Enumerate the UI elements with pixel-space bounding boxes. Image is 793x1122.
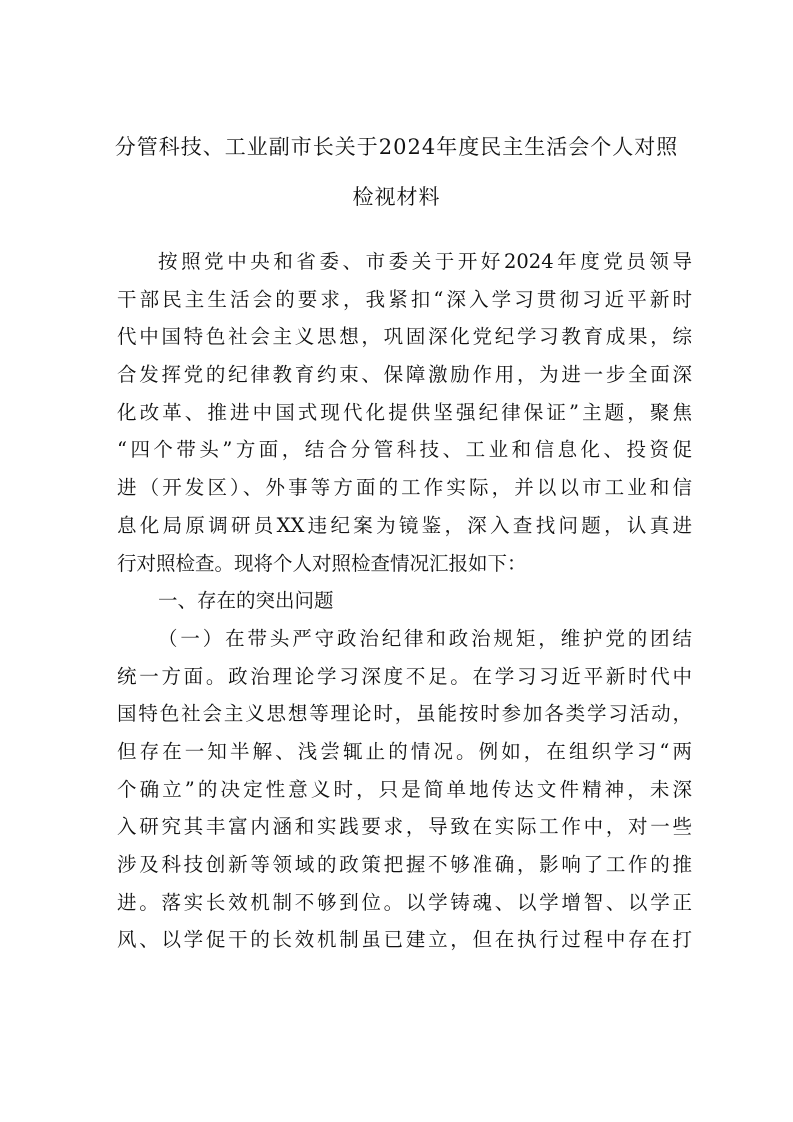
paragraph-2-line: （一）在带头严守政治纪律和政治规矩，维护党的团结 bbox=[158, 626, 692, 650]
paragraph-2-line: 个确立”的决定性意义时，只是简单地传达文件精神，未深 bbox=[117, 777, 692, 801]
section-heading: 一、存在的突出问题 bbox=[158, 589, 334, 613]
paragraph-2-line: 国特色社会主义思想等理论时，虽能按时参加各类学习活动， bbox=[117, 702, 692, 726]
paragraph-1-line: 息化局原调研员XX违纪案为镜鉴，深入查找问题，认真进 bbox=[117, 513, 692, 537]
paragraph-1-line: 合发挥党的纪律教育约束、保障激励作用，为进一步全面深 bbox=[117, 363, 692, 387]
paragraph-2-line: 涉及科技创新等领域的政策把握不够准确，影响了工作的推 bbox=[117, 853, 692, 876]
paragraph-2-line: 但存在一知半解、浅尝辄止的情况。例如，在组织学习“两 bbox=[117, 739, 692, 763]
paragraph-2-line: 统一方面。政治理论学习深度不足。在学习习近平新时代中 bbox=[117, 664, 692, 688]
paragraph-1-line: 按照党中央和省委、市委关于开好2024年度党员领导 bbox=[158, 250, 692, 273]
paragraph-2-line: 进。落实长效机制不够到位。以学铸魂、以学增智、以学正 bbox=[117, 890, 692, 914]
paragraph-1-line: 干部民主生活会的要求，我紧扣“深入学习贯彻习近平新时 bbox=[117, 287, 692, 311]
document-title-line-1: 分管科技、工业副市长关于2024年度民主生活会个人对照 bbox=[114, 135, 679, 159]
document-title-line-2: 检视材料 bbox=[352, 185, 441, 209]
paragraph-1-line: 行对照检查。现将个人对照检查情况汇报如下： bbox=[117, 551, 527, 575]
paragraph-1-line: “四个带头”方面，结合分管科技、工业和信息化、投资促 bbox=[117, 438, 692, 462]
paragraph-1-line: 化改革、推进中国式现代化提供坚强纪律保证”主题，聚焦 bbox=[117, 400, 692, 424]
document-body bbox=[117, 243, 692, 959]
paragraph-2-line: 风、以学促干的长效机制虽已建立，但在执行过程中存在打 bbox=[117, 928, 692, 952]
paragraph-1-line: 进（开发区）、外事等方面的工作实际，并以以市工业和信 bbox=[117, 476, 692, 500]
paragraph-1-line: 代中国特色社会主义思想，巩固深化党纪学习教育成果，综 bbox=[117, 325, 692, 349]
paragraph-2-line: 入研究其丰富内涵和实践要求，导致在实际工作中，对一些 bbox=[117, 815, 692, 839]
